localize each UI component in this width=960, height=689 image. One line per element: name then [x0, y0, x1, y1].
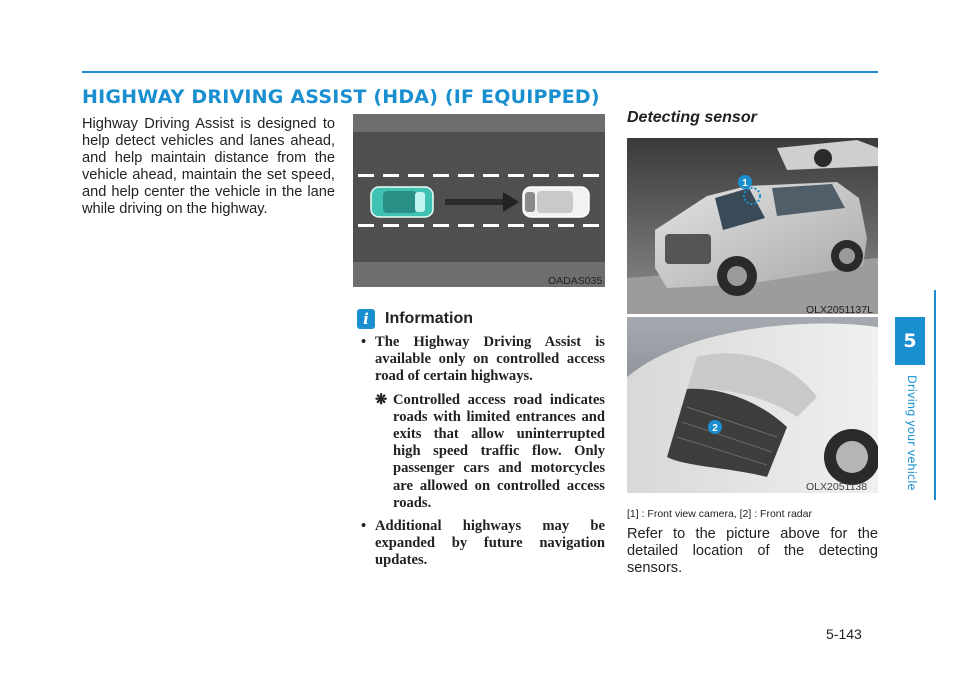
chapter-label: Driving your vehicle	[905, 375, 919, 491]
note	[375, 392, 605, 512]
car-radar-svg	[627, 317, 878, 493]
detecting-sensor-title: Detecting sensor	[627, 109, 757, 126]
road-svg	[353, 114, 605, 287]
note-mark-icon: ❋	[375, 391, 388, 408]
figure-caption: [1] : Front view camera, [2] : Front radar	[627, 508, 812, 520]
section-title: HIGHWAY DRIVING ASSIST (HDA) (IF EQUIPPED)	[82, 86, 600, 108]
detecting-paragraph: Refer to the picture above for the detailed location of the detecting sensors.	[627, 526, 878, 576]
marker-1-label: 1	[742, 178, 748, 189]
page-number: 5-143	[826, 626, 862, 642]
information-list	[357, 334, 605, 570]
chapter-side-rule	[934, 290, 936, 500]
info-icon: i	[357, 309, 375, 329]
note-text: Controlled access road indicates roads with limited entrances and exits that allow uninterrupted high speed traffic flow. Only passenger cars and motorcycles are allowed on controlled access roads.	[393, 391, 605, 511]
header-rule	[82, 71, 878, 73]
information-title: Information	[385, 310, 473, 327]
car-camera-svg	[627, 138, 878, 314]
bullet: •	[361, 334, 367, 350]
list-item-text: Additional highways may be expanded by future navigation updates.	[375, 518, 605, 569]
list-item	[357, 518, 605, 570]
list-item	[357, 334, 605, 512]
information-header	[357, 309, 473, 329]
hda-road-illustration	[353, 114, 605, 287]
front-camera-illustration	[627, 138, 878, 314]
marker-2-label: 2	[712, 423, 718, 434]
lead-vehicle-icon	[523, 187, 589, 217]
list-item-text: The Highway Driving Assist is available only on controlled access road of certain highways.	[375, 334, 605, 385]
chapter-number-tab: 5	[895, 317, 925, 365]
bullet: •	[361, 518, 367, 535]
figure-code-radar: OLX2051138	[806, 481, 868, 493]
front-radar-illustration	[627, 317, 878, 493]
intro-paragraph: Highway Driving Assist is designed to help detect vehicles and lanes ahead, and help maintain distance from the vehicle ahead, maintain the set speed, and help center the vehicle in the lane while driving on the highway.	[82, 116, 335, 217]
figure-code-camera: OLX2051137L	[806, 304, 873, 316]
figure-code-road: OADAS035	[548, 275, 603, 287]
own-vehicle-icon	[371, 187, 433, 217]
